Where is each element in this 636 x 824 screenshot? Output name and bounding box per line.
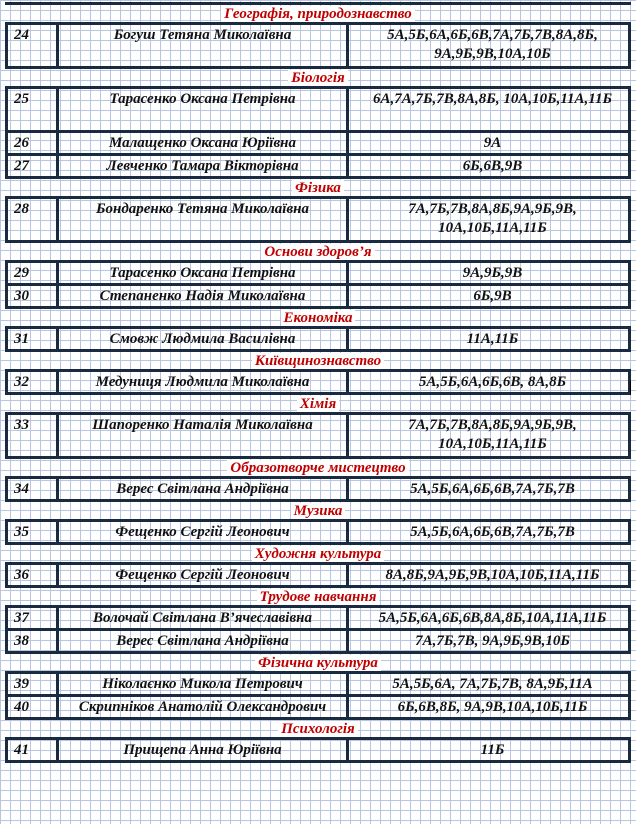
teacher-name: Левченко Тамара Вікторівна bbox=[59, 156, 349, 176]
section-title: Київщинознавство bbox=[252, 353, 384, 369]
table-row bbox=[5, 605, 631, 628]
section-heading bbox=[5, 240, 631, 260]
teacher-name: Бондаренко Тетяна Миколаївна bbox=[59, 199, 349, 240]
row-number: 29 bbox=[8, 263, 59, 283]
class-list: 5А,5Б,6А, 7А,7Б,7В, 8А,9Б,11А bbox=[392, 676, 593, 692]
row-number: 41 bbox=[8, 740, 59, 760]
section-title: Фізична культура bbox=[255, 655, 381, 671]
class-list: 5А,5Б,6А,6Б,6В, 8А,8Б bbox=[418, 374, 567, 390]
section-heading bbox=[5, 651, 631, 671]
class-list: 7А,7Б,7В,8А,8Б,9А,9Б,9В, 10А,10Б,11А,11Б bbox=[408, 201, 577, 236]
table-row bbox=[5, 326, 631, 349]
class-list: 7А,7Б,7В,8А,8Б,9А,9Б,9В, 10А,10Б,11А,11Б bbox=[408, 417, 577, 452]
section-title: Хімія bbox=[297, 396, 339, 412]
row-number: 31 bbox=[8, 329, 59, 349]
teacher-name: Смовж Людмила Василівна bbox=[59, 329, 349, 349]
section-title: Біологія bbox=[288, 70, 347, 86]
class-list: 8А,8Б,9А,9Б,9В,10А,10Б,11А,11Б bbox=[385, 567, 600, 583]
row-number: 25 bbox=[8, 89, 59, 130]
class-list: 5А,5Б,6А,6Б,6В,8А,8Б,10А,11А,11Б bbox=[378, 610, 607, 626]
section-heading bbox=[5, 717, 631, 737]
table-row bbox=[5, 86, 631, 130]
row-number: 38 bbox=[8, 631, 59, 651]
teacher-name: Верес Світлана Андріївна bbox=[59, 631, 349, 651]
text-cursor bbox=[630, 381, 631, 395]
class-list: 9А,9Б,9В bbox=[462, 265, 523, 281]
teacher-name: Волочай Світлана В’ячеславівна bbox=[59, 608, 349, 628]
table-row bbox=[5, 671, 631, 694]
teacher-name: Ніколаєнко Микола Петрович bbox=[59, 674, 349, 694]
section-heading bbox=[5, 306, 631, 326]
table-row bbox=[5, 476, 631, 499]
row-number: 37 bbox=[8, 608, 59, 628]
section-heading bbox=[5, 585, 631, 605]
table-row bbox=[5, 260, 631, 283]
section-heading bbox=[5, 542, 631, 562]
section-title: Основи здоров’я bbox=[261, 244, 374, 260]
section-title: Трудове навчання bbox=[257, 589, 380, 605]
class-list: 6Б,9В bbox=[473, 288, 512, 304]
section-title: Художня культура bbox=[252, 546, 384, 562]
row-number: 32 bbox=[8, 372, 59, 392]
class-list: 11Б bbox=[480, 742, 505, 758]
teacher-name: Фещенко Сергій Леонович bbox=[59, 565, 349, 585]
teacher-name: Степаненко Надія Миколаївна bbox=[59, 286, 349, 306]
teacher-name: Шапоренко Наталія Миколаївна bbox=[59, 415, 349, 456]
row-number: 34 bbox=[8, 479, 59, 499]
table-bottom-border bbox=[5, 760, 631, 763]
section-heading bbox=[5, 499, 631, 519]
class-list: 6Б,6В,9В bbox=[462, 158, 523, 174]
table-row bbox=[5, 130, 631, 153]
table-row bbox=[5, 153, 631, 176]
section-heading bbox=[5, 456, 631, 476]
row-number: 36 bbox=[8, 565, 59, 585]
section-heading bbox=[5, 349, 631, 369]
table-row bbox=[5, 694, 631, 717]
teacher-name: Богуш Тетяна Миколаївна bbox=[59, 25, 349, 66]
section-title: Образотворче мистецтво bbox=[227, 460, 408, 476]
class-list: 5А,5Б,6А,6Б,6В,7А,7Б,7В,8А,8Б, 9А,9Б,9В,10А,10Б bbox=[387, 27, 598, 62]
section-heading bbox=[5, 2, 631, 22]
section-title: Психологія bbox=[278, 721, 358, 737]
teacher-name: Прищепа Анна Юріївна bbox=[59, 740, 349, 760]
teacher-name: Фещенко Сергій Леонович bbox=[59, 522, 349, 542]
section-title: Економіка bbox=[281, 310, 356, 326]
class-list: 5А,5Б,6А,6Б,6В,7А,7Б,7В bbox=[410, 524, 575, 540]
class-list: 11А,11Б bbox=[466, 331, 519, 347]
section-heading bbox=[5, 66, 631, 86]
teacher-name: Тарасенко Оксана Петрівна bbox=[59, 263, 349, 283]
table-row bbox=[5, 22, 631, 66]
teacher-name: Тарасенко Оксана Петрівна bbox=[59, 89, 349, 130]
table-row bbox=[5, 737, 631, 760]
table-row bbox=[5, 562, 631, 585]
table-row bbox=[5, 196, 631, 240]
section-title: Географія, природознавство bbox=[221, 6, 415, 22]
table-row bbox=[5, 628, 631, 651]
section-heading bbox=[5, 176, 631, 196]
row-number: 24 bbox=[8, 25, 59, 66]
row-number: 35 bbox=[8, 522, 59, 542]
section-title: Фізика bbox=[292, 180, 344, 196]
row-number: 40 bbox=[8, 697, 59, 717]
class-list: 6А,7А,7Б,7В,8А,8Б, 10А,10Б,11А,11Б bbox=[373, 91, 612, 107]
row-number: 26 bbox=[8, 133, 59, 153]
teacher-name: Верес Світлана Андріївна bbox=[59, 479, 349, 499]
table-row bbox=[5, 519, 631, 542]
row-number: 28 bbox=[8, 199, 59, 240]
row-number: 30 bbox=[8, 286, 59, 306]
table-row bbox=[5, 369, 631, 392]
teacher-name: Малащенко Оксана Юріївна bbox=[59, 133, 349, 153]
section-heading bbox=[5, 392, 631, 412]
teacher-name: Скрипніков Анатолій Олександрович bbox=[59, 697, 349, 717]
table-row bbox=[5, 412, 631, 456]
section-title: Музика bbox=[291, 503, 346, 519]
class-list: 6Б,6В,8Б, 9А,9В,10А,10Б,11Б bbox=[397, 699, 588, 715]
row-number: 33 bbox=[8, 415, 59, 456]
class-list: 9А bbox=[483, 135, 502, 151]
row-number: 39 bbox=[8, 674, 59, 694]
teacher-name: Медуниця Людмила Миколаївна bbox=[59, 372, 349, 392]
class-list: 5А,5Б,6А,6Б,6В,7А,7Б,7В bbox=[410, 481, 575, 497]
class-list: 7А,7Б,7В, 9А,9Б,9В,10Б bbox=[415, 633, 570, 649]
table-row bbox=[5, 283, 631, 306]
row-number: 27 bbox=[8, 156, 59, 176]
